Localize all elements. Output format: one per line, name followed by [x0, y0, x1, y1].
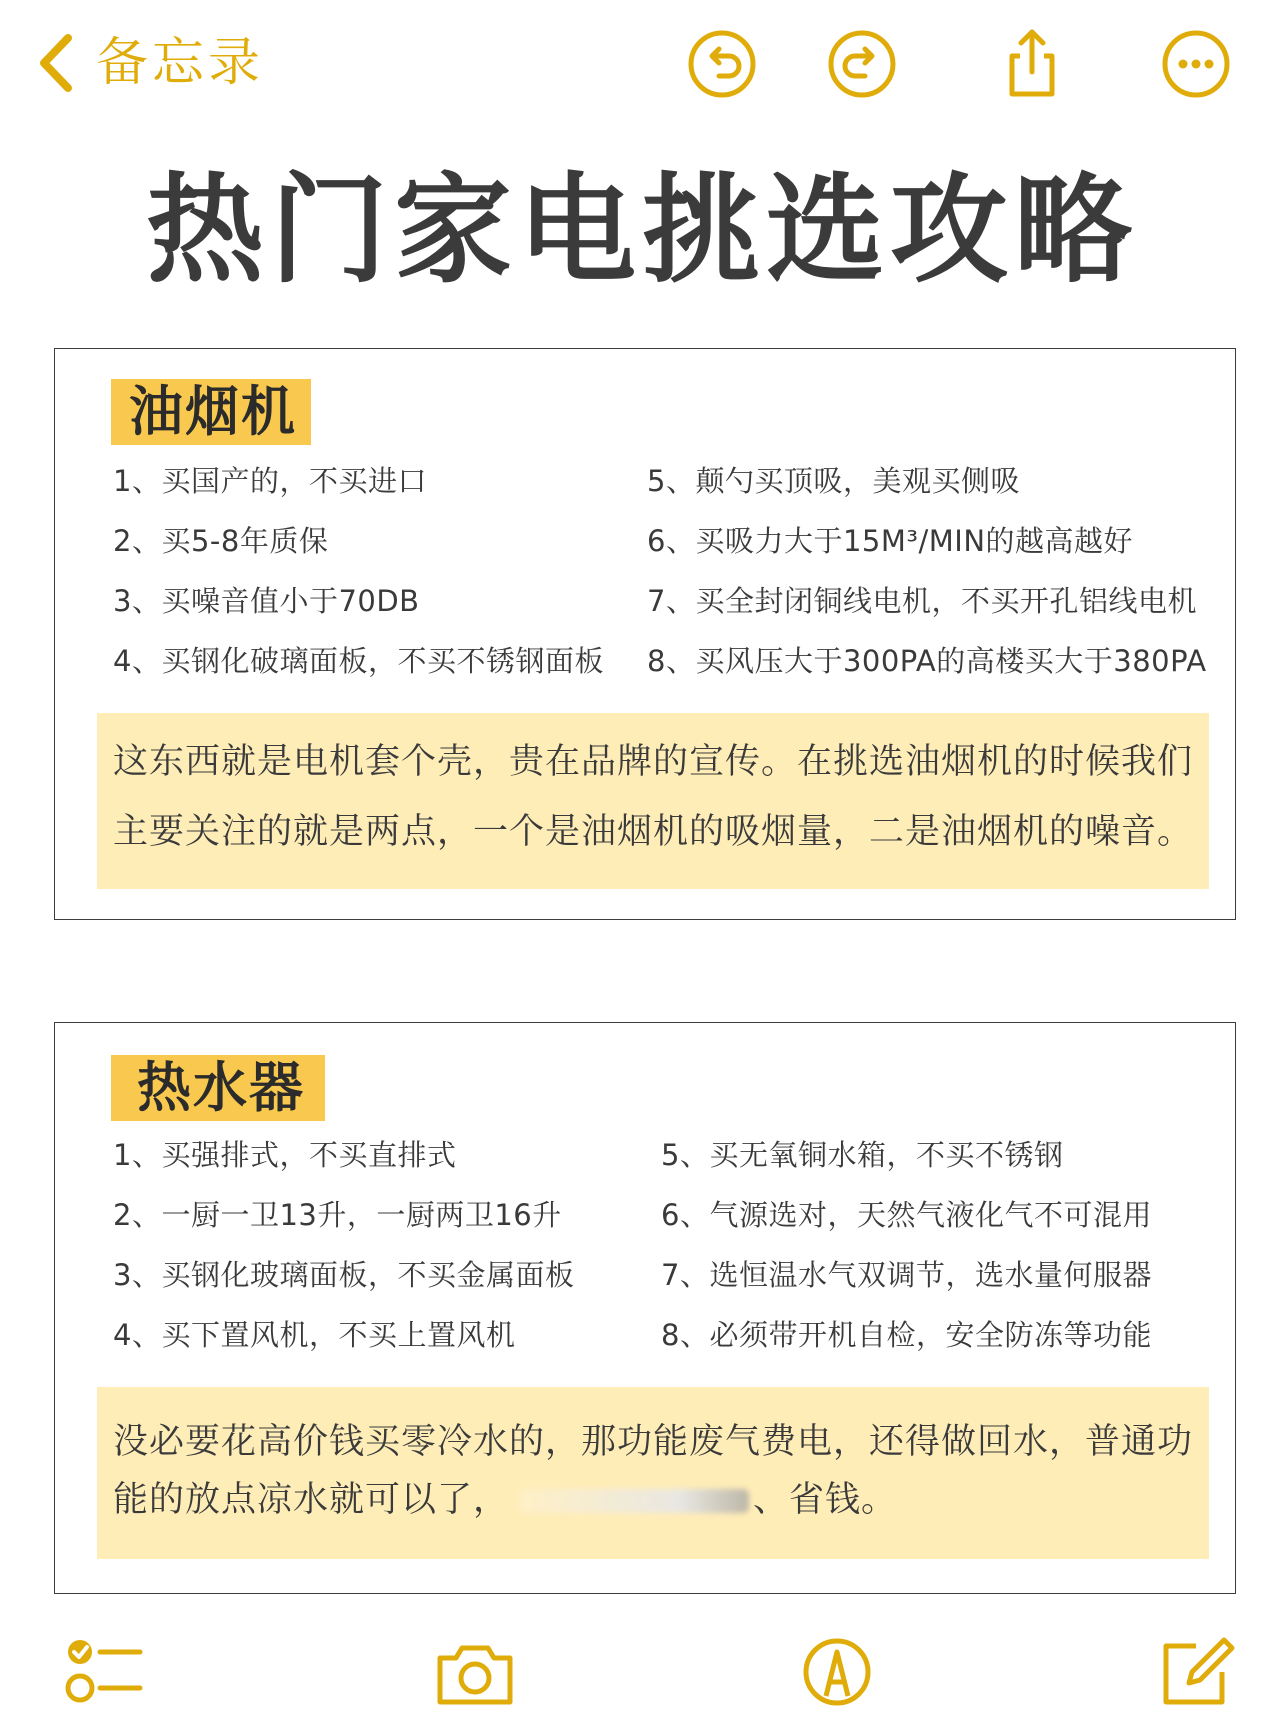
back-button[interactable]: [38, 28, 264, 98]
list-item: 6、气源选对，天然气液化气不可混用: [661, 1198, 1152, 1232]
share-button[interactable]: [996, 28, 1068, 100]
list-item: 6、买吸力大于15M³/MIN的越高越好: [647, 524, 1134, 558]
note-text: 没必要花高价钱买零冷水的，那功能废气费电，还得做回水，普通功能的放点凉水就可以了，: [113, 1422, 1194, 1520]
list-item: 3、买噪音值小于70DB: [113, 584, 420, 618]
back-label: 备忘录: [96, 33, 265, 93]
checklist-button[interactable]: [64, 1636, 146, 1708]
redo-button[interactable]: [826, 28, 898, 100]
list-item: 7、买全封闭铜线电机，不买开孔铝线电机: [647, 584, 1197, 618]
compose-button[interactable]: [1156, 1636, 1238, 1708]
list-item: 4、买钢化破璃面板，不买不锈钢面板: [113, 644, 604, 678]
list-item: 7、选恒温水气双调节，选水量何服器: [661, 1258, 1152, 1292]
list-item: 8、必须带开机自检，安全防冻等功能: [661, 1318, 1152, 1352]
camera-icon: [434, 1636, 516, 1708]
section-heading: 油烟机: [111, 379, 311, 445]
section-heading: 热水器: [111, 1055, 325, 1121]
redo-icon: [826, 28, 898, 100]
more-button[interactable]: [1160, 28, 1232, 100]
list-item: 3、买钢化玻璃面板，不买金属面板: [113, 1258, 575, 1292]
markup-pen-icon: [796, 1636, 878, 1708]
page-title: 热门家电挑选攻略: [145, 161, 1138, 299]
list-item: 5、买无氧铜水箱，不买不锈钢: [661, 1138, 1064, 1172]
note-highlight: [97, 1387, 1209, 1559]
list-item: 8、买风压大于300PA的高楼买大于380PA: [647, 644, 1207, 678]
water-heater-card: [54, 1022, 1236, 1594]
share-icon: [996, 28, 1068, 100]
list-item: 1、买强排式，不买直排式: [113, 1138, 457, 1172]
camera-button[interactable]: [434, 1636, 516, 1708]
list-item: 2、一厨一卫13升，一厨两卫16升: [113, 1198, 562, 1232]
chevron-left-icon: [38, 32, 74, 94]
list-item: 4、买下置风机，不买上置风机: [113, 1318, 516, 1352]
compose-icon: [1156, 1636, 1238, 1708]
undo-icon: [686, 28, 758, 100]
range-hood-card: [54, 348, 1236, 920]
checklist-icon: [64, 1636, 146, 1708]
more-icon: [1160, 28, 1232, 100]
note-text-end: 、省钱。: [753, 1480, 898, 1520]
note-highlight: 这东西就是电机套个壳，贵在品牌的宣传。在挑选油烟机的时候我们主要关注的就是两点，一个是油烟机的吸烟量，二是油烟机的噪音。: [97, 713, 1209, 889]
list-item: 5、颠勺买顶吸，美观买侧吸: [647, 464, 1020, 498]
undo-button[interactable]: [686, 28, 758, 100]
list-item: 2、买5-8年质保: [113, 524, 329, 558]
blurred-text: [519, 1489, 749, 1513]
markup-button[interactable]: [796, 1636, 878, 1708]
list-item: 1、买国产的，不买进口: [113, 464, 427, 498]
